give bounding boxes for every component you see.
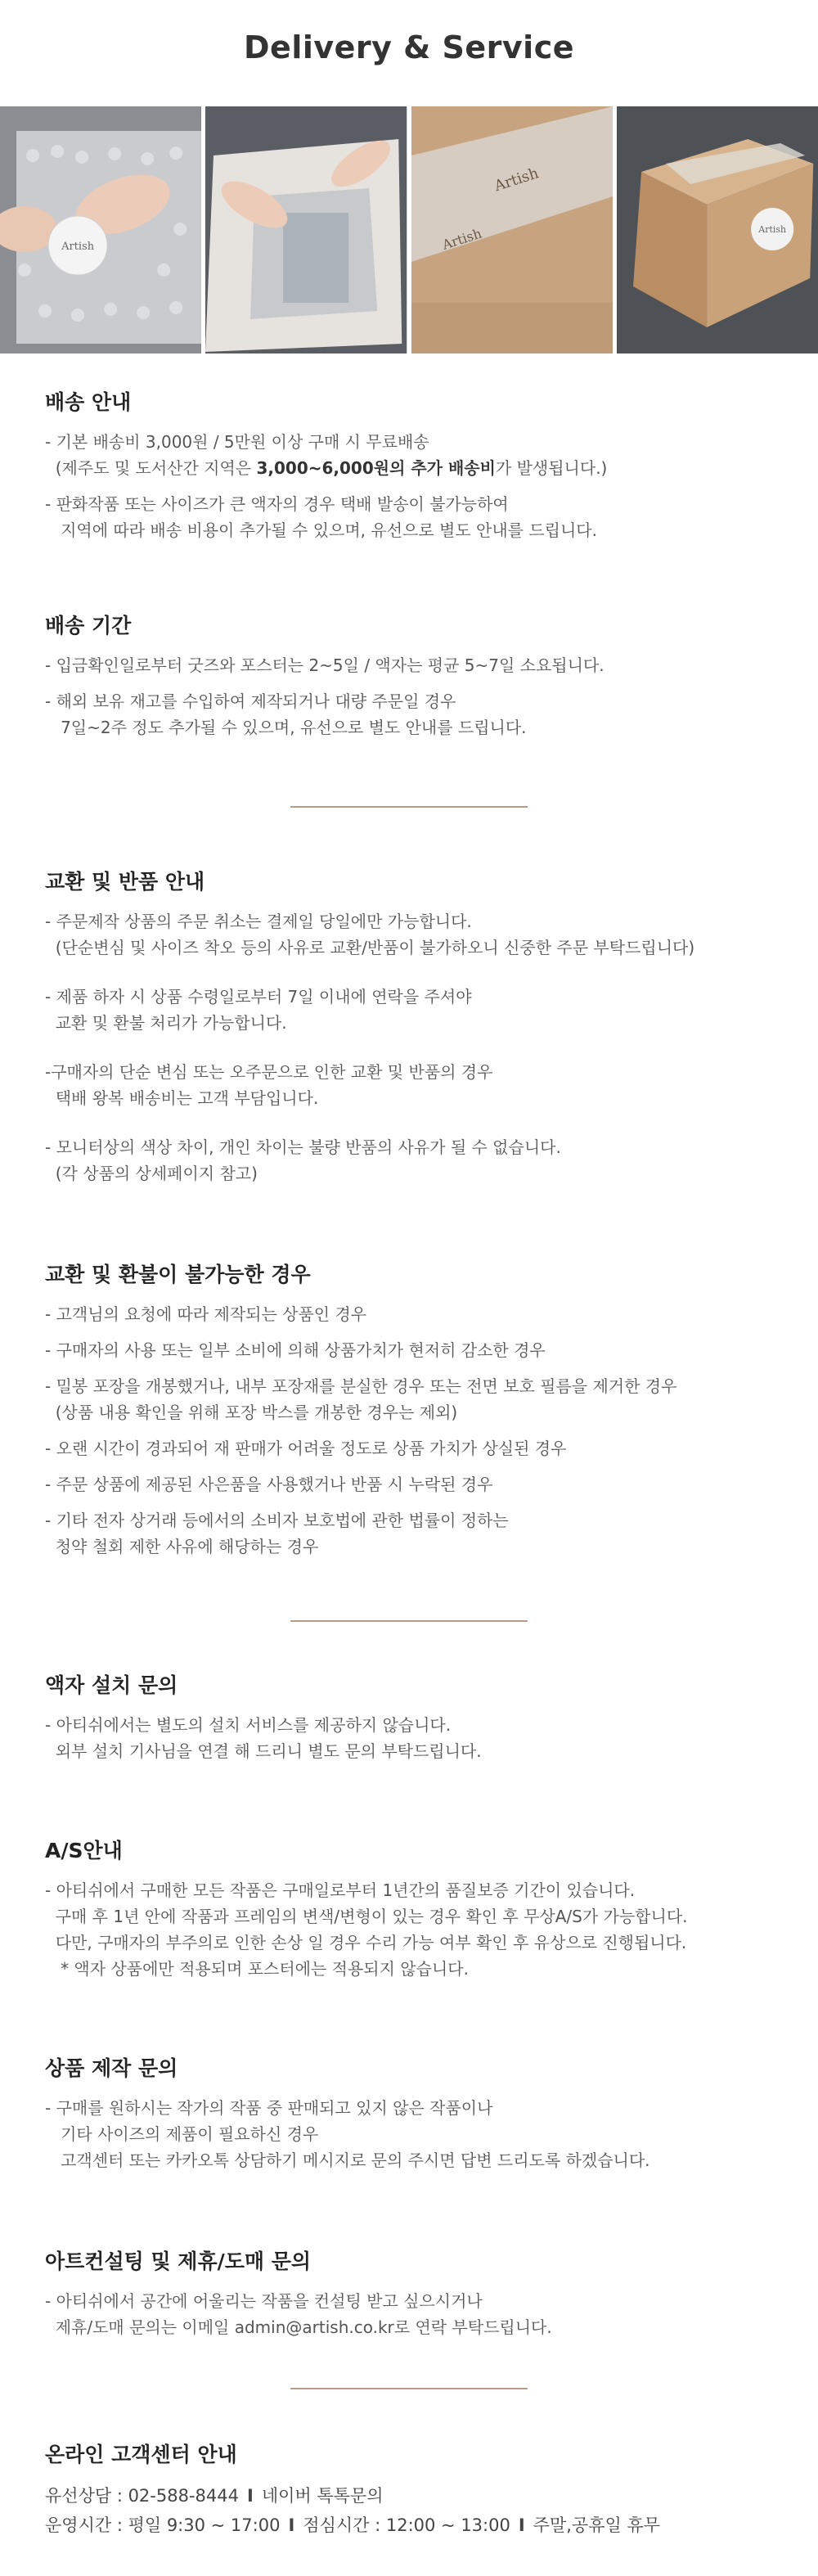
monitor-text: - 모니터상의 색상 차이, 개인 차이는 불량 반품의 사유가 될 수 없습니다. [45, 1137, 561, 1157]
request-text-2: 기타 사이즈의 제품이 필요하신 경우 [45, 2124, 319, 2144]
section-title: 아트컨설팅 및 제휴/도매 문의 [45, 2249, 312, 2273]
as-text-2: 구매 후 1년 안에 작품과 프레임의 변색/변형이 있는 경우 확인 후 무상A/S가 가능합니다. [45, 1907, 688, 1926]
art-consulting-section [45, 2245, 781, 2340]
cancel-text: - 주문제작 상품의 주문 취소는 결제일 당일에만 가능합니다. [45, 912, 472, 931]
list-item: - 주문 상품에 제공된 사은품을 사용했거나 반품 시 누락된 경우 [45, 1475, 493, 1494]
separator: I [288, 2515, 295, 2535]
section-title: 교환 및 반품 안내 [45, 870, 205, 894]
as-info-section [45, 1835, 781, 1982]
list-item: - 고객님의 요청에 따라 제작되는 상품인 경우 [45, 1304, 367, 1324]
section-title: 상품 제작 문의 [45, 2056, 178, 2080]
hours-text: 운영시간 : 평일 9:30 ~ 17:00 [45, 2515, 281, 2535]
as-text: - 아티쉬에서 구매한 모든 작품은 구매일로부터 1년간의 품질보증 기간이 있습니다. [45, 1880, 636, 1900]
shipping-fee-text: - 기본 배송비 3,000원 / 5만원 이상 구매 시 무료배송 [45, 432, 429, 452]
exchange-return-section [45, 866, 781, 1187]
install-text-2: 외부 설치 기사님을 연결 해 드리니 별도 문의 부탁드립니다. [45, 1741, 482, 1761]
page-title: Delivery & Service [244, 29, 574, 65]
list-item-sub: (상품 내용 확인을 위해 포장 박스를 개봉한 경우는 제외) [45, 1403, 458, 1422]
contact-line-1 [45, 2481, 781, 2511]
contact-line-2 [45, 2511, 781, 2540]
open-box-photo [205, 106, 407, 354]
lunch-text: 점심시간 : 12:00 ~ 13:00 [303, 2515, 510, 2535]
buyer-change-text: -구매자의 단순 변심 또는 오주문으로 인한 교환 및 반품의 경우 [45, 1062, 493, 1082]
separator: I [246, 2486, 254, 2506]
buyer-change-text-2: 택배 왕복 배송비는 고객 부담입니다. [45, 1088, 319, 1108]
section-divider [290, 2388, 528, 2389]
period-text: - 입금확인일로부터 굿즈와 포스터는 2~5일 / 액자는 평균 5~7일 소요됩니다. [45, 655, 605, 675]
no-exchange-section [45, 1259, 781, 1560]
cancel-text-2: (단순변심 및 사이즈 착오 등의 사유로 교환/반품이 불가하오니 신중한 주문 부탁드립니다) [45, 938, 695, 957]
closed-text: 주말,공휴일 휴무 [533, 2515, 661, 2535]
section-title: A/S안내 [45, 1839, 123, 1862]
list-item-sub: 청약 철회 제한 사유에 해당하는 경우 [45, 1537, 319, 1556]
phone-text: 유선상담 : 02-588-8444 [45, 2486, 239, 2506]
section-title: 온라인 고객센터 안내 [45, 2443, 237, 2466]
overseas-text-2: 7일~2주 정도 추가될 수 있으며, 유선으로 별도 안내를 드립니다. [45, 718, 527, 737]
defect-text-2: 교환 및 환불 처리가 가능합니다. [45, 1013, 287, 1033]
product-request-section [45, 2052, 781, 2173]
section-divider [290, 806, 528, 808]
naver-talk-link[interactable]: 네이버 톡톡문의 [261, 2486, 384, 2506]
customer-center-section [45, 2439, 781, 2540]
monitor-text-2: (각 상품의 상세페이지 참고) [45, 1164, 258, 1183]
section-title: 액자 설치 문의 [45, 1673, 178, 1697]
section-title: 배송 기간 [45, 614, 132, 637]
install-text: - 아티쉬에서는 별도의 설치 서비스를 제공하지 않습니다. [45, 1715, 452, 1735]
list-item: - 오랜 시간이 경과되어 재 판매가 어려울 정도로 상품 가치가 상실된 경우 [45, 1439, 567, 1458]
as-note: * 액자 상품에만 적용되며 포스터에는 적용되지 않습니다. [45, 1959, 469, 1979]
print-shipping-text-2: 지역에 따라 배송 비용이 추가될 수 있으며, 유선으로 별도 안내를 드립니다. [45, 520, 597, 540]
bubble-wrap-sticker-photo [0, 106, 201, 354]
island-fee-text: (제주도 및 도서산간 지역은 3,000~6,000원의 추가 배송비가 발생됩니다.) [45, 458, 608, 478]
request-text: - 구매를 원하시는 작가의 작품 중 판매되고 있지 않은 작품이나 [45, 2098, 493, 2118]
section-title: 교환 및 환불이 불가능한 경우 [45, 1263, 311, 1286]
separator: I [518, 2515, 525, 2535]
sticker-text: Artish [61, 241, 95, 253]
box-side-photo [617, 106, 818, 354]
request-text-3: 고객센터 또는 카카오톡 상담하기 메시지로 문의 주시면 답변 드리도록 하겠습니다. [45, 2150, 650, 2170]
tape-text-2: Artish [439, 225, 483, 253]
defect-text: - 제품 하자 시 상품 수령일로부터 7일 이내에 연락을 주셔야 [45, 987, 472, 1007]
tape-text: Artish [492, 164, 541, 196]
section-title: 배송 안내 [45, 390, 132, 414]
list-item: - 구매자의 사용 또는 일부 소비에 의해 상품가치가 현저히 감소한 경우 [45, 1340, 546, 1360]
photo-strip [0, 106, 818, 354]
frame-install-section [45, 1669, 781, 1764]
list-item: - 기타 전자 상거래 등에서의 소비자 보호법에 관한 법률이 정하는 [45, 1511, 509, 1530]
as-text-3: 다만, 구매자의 부주의로 인한 손상 일 경우 수리 가능 여부 확인 후 유상으로 진행됩니다. [45, 1933, 687, 1952]
section-divider [290, 1620, 528, 1622]
shipping-period-section [45, 610, 781, 741]
shipping-info-section [45, 386, 781, 543]
sticker-text-box: Artish [757, 224, 786, 235]
taped-box-top-photo [411, 106, 613, 354]
print-shipping-text: - 판화작품 또는 사이즈가 큰 액자의 경우 택배 발송이 불가능하여 [45, 494, 509, 514]
consulting-text-2: 제휴/도매 문의는 이메일 admin@artish.co.kr로 연락 부탁드립니다. [45, 2317, 552, 2337]
consulting-text: - 아티쉬에서 공간에 어울리는 작품을 컨설팅 받고 싶으시거나 [45, 2291, 483, 2311]
list-item: - 밀봉 포장을 개봉했거나, 내부 포장재를 분실한 경우 또는 전면 보호 필름을 제거한 경우 [45, 1376, 677, 1396]
overseas-text: - 해외 보유 재고를 수입하여 제작되거나 대량 주문일 경우 [45, 691, 456, 711]
